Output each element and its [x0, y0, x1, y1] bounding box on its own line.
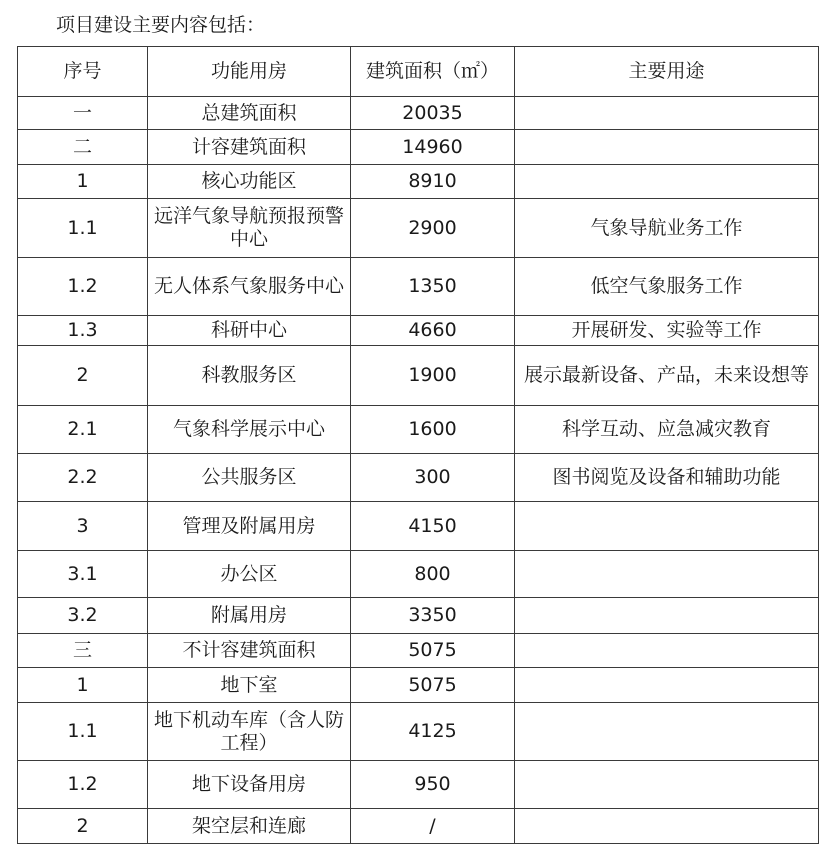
cell-usage [515, 551, 819, 598]
cell-usage [515, 165, 819, 199]
cell-function: 计容建筑面积 [148, 130, 351, 165]
cell-area: 20035 [351, 97, 515, 130]
cell-area: 5075 [351, 634, 515, 668]
cell-serial: 2.1 [18, 406, 148, 454]
cell-serial: 1.3 [18, 316, 148, 346]
header-serial: 序号 [18, 47, 148, 97]
table-row [18, 454, 819, 502]
table-row [18, 703, 819, 761]
header-function: 功能用房 [148, 47, 351, 97]
cell-usage [515, 809, 819, 844]
cell-area: 800 [351, 551, 515, 598]
cell-function: 管理及附属用房 [148, 502, 351, 551]
cell-area: 5075 [351, 668, 515, 703]
cell-function: 地下室 [148, 668, 351, 703]
table-row [18, 406, 819, 454]
table-row [18, 316, 819, 346]
cell-usage [515, 703, 819, 761]
cell-function: 办公区 [148, 551, 351, 598]
header-usage: 主要用途 [515, 47, 819, 97]
table-header-row [18, 47, 819, 97]
cell-function: 气象科学展示中心 [148, 406, 351, 454]
cell-serial: 1.1 [18, 199, 148, 258]
cell-function: 架空层和连廊 [148, 809, 351, 844]
table-row [18, 809, 819, 844]
cell-usage [515, 130, 819, 165]
cell-serial: 1 [18, 668, 148, 703]
cell-function: 科教服务区 [148, 346, 351, 406]
cell-serial: 2 [18, 809, 148, 844]
cell-usage [515, 634, 819, 668]
cell-serial: 1.2 [18, 258, 148, 316]
cell-area: 1900 [351, 346, 515, 406]
cell-area: 4125 [351, 703, 515, 761]
cell-function: 无人体系气象服务中心 [148, 258, 351, 316]
cell-area: 1600 [351, 406, 515, 454]
table-row [18, 165, 819, 199]
header-area: 建筑面积（㎡） [351, 47, 515, 97]
cell-serial: 1.1 [18, 703, 148, 761]
building-content-table [17, 46, 819, 844]
cell-function: 地下机动车库（含人防工程） [148, 703, 351, 761]
cell-usage [515, 761, 819, 809]
cell-function: 地下设备用房 [148, 761, 351, 809]
cell-serial: 三 [18, 634, 148, 668]
cell-usage [515, 598, 819, 634]
cell-usage: 开展研发、实验等工作 [515, 316, 819, 346]
cell-serial: 3.1 [18, 551, 148, 598]
table-row [18, 634, 819, 668]
table-row [18, 346, 819, 406]
table-row [18, 551, 819, 598]
table-row [18, 668, 819, 703]
cell-serial: 二 [18, 130, 148, 165]
cell-area: 8910 [351, 165, 515, 199]
table-row [18, 598, 819, 634]
cell-serial: 1 [18, 165, 148, 199]
cell-area: 300 [351, 454, 515, 502]
cell-usage: 展示最新设备、产品，未来设想等 [515, 346, 819, 406]
table-row [18, 97, 819, 130]
cell-function: 核心功能区 [148, 165, 351, 199]
cell-function: 附属用房 [148, 598, 351, 634]
cell-usage: 科学互动、应急减灾教育 [515, 406, 819, 454]
cell-usage [515, 502, 819, 551]
cell-usage: 低空气象服务工作 [515, 258, 819, 316]
table-row [18, 199, 819, 258]
cell-area: 4660 [351, 316, 515, 346]
cell-serial: 2 [18, 346, 148, 406]
cell-function: 科研中心 [148, 316, 351, 346]
cell-serial: 3.2 [18, 598, 148, 634]
intro-text: 项目建设主要内容包括： [56, 14, 266, 36]
cell-serial: 1.2 [18, 761, 148, 809]
cell-area: 950 [351, 761, 515, 809]
cell-usage [515, 97, 819, 130]
cell-serial: 3 [18, 502, 148, 551]
table-row [18, 761, 819, 809]
cell-usage [515, 668, 819, 703]
table-row [18, 130, 819, 165]
cell-area: 3350 [351, 598, 515, 634]
cell-area: / [351, 809, 515, 844]
cell-area: 2900 [351, 199, 515, 258]
cell-usage: 气象导航业务工作 [515, 199, 819, 258]
cell-serial: 一 [18, 97, 148, 130]
cell-function: 公共服务区 [148, 454, 351, 502]
cell-function: 远洋气象导航预报预警中心 [148, 199, 351, 258]
cell-function: 总建筑面积 [148, 97, 351, 130]
cell-serial: 2.2 [18, 454, 148, 502]
cell-area: 1350 [351, 258, 515, 316]
cell-function: 不计容建筑面积 [148, 634, 351, 668]
table-row [18, 502, 819, 551]
cell-usage: 图书阅览及设备和辅助功能 [515, 454, 819, 502]
cell-area: 4150 [351, 502, 515, 551]
cell-area: 14960 [351, 130, 515, 165]
table-row [18, 258, 819, 316]
